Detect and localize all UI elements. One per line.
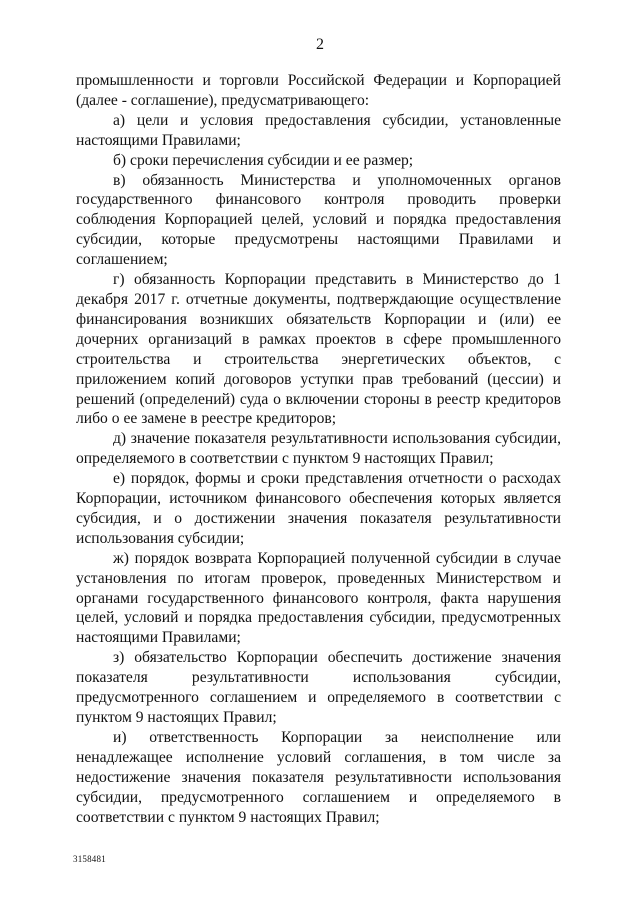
paragraph-item-b: б) сроки перечисления субсидии и ее размер;	[113, 151, 414, 169]
paragraph-item-g: г) обязанность Корпорации представить в Министерство до 1 декабря 2017 г. отчетные документы, подтверждающие осуществление финансирования возникших обязательств Корпорации и (или) ее дочерних организаций в рамках проектов в сфере промышленного строительства и строительства энергетических объектов, с приложением копий договоров уступки прав требований (цессии) и решений (определений) суда о включении стороны в реестр кредиторов либо о ее замене в реестре кредиторов;	[76, 271, 561, 428]
paragraph-continuation: промышленности и торговли Российской Федерации и Корпорацией (далее - соглашение), предусматривающего:	[76, 72, 561, 109]
paragraph-item-v: в) обязанность Министерства и уполномоченных органов государственного финансового контроля проводить проверки соблюдения Корпорацией целей, условий и порядка предоставления субсидии, которые предусмотрены настоящими Правилами и соглашением;	[76, 171, 561, 269]
paragraph-item-d: д) значение показателя результативности использования субсидии, определяемого в соответствии с пунктом 9 настоящих Правил;	[76, 430, 561, 468]
page-number: 2	[316, 36, 324, 53]
paragraph-item-e: е) порядок, формы и сроки представления отчетности о расходах Корпорации, источником финансового обеспечения которых является субсидия, и о достижении значения показателя результативности использования субсидии;	[76, 470, 561, 547]
paragraph-item-i: и) ответственность Корпорации за неисполнение или ненадлежащее исполнение условий соглашения, в том числе за недостижение значения показателя результативности использования субсидии, предусмотренного соглашением и определяемого в соответствии с пунктом 9 настоящих Правил;	[76, 728, 561, 826]
paragraph-item-a: а) цели и условия предоставления субсидии, установленные настоящими Правилами;	[76, 111, 561, 149]
document-code: 3158481	[73, 854, 106, 864]
paragraph-item-zh: ж) порядок возврата Корпорацией полученной субсидии в случае установления по итогам проверок, проведенных Министерством и органами государственного финансового контроля, факта нарушения целей, условий и порядка предоставления субсидии, предусмотренных настоящими Правилами;	[76, 549, 561, 647]
paragraph-item-z: з) обязательство Корпорации обеспечить достижение значения показателя результативности использования субсидии, предусмотренного соглашением и определяемого в соответствии с пунктом 9 настоящих Правил;	[76, 649, 561, 726]
document-body	[76, 71, 561, 827]
